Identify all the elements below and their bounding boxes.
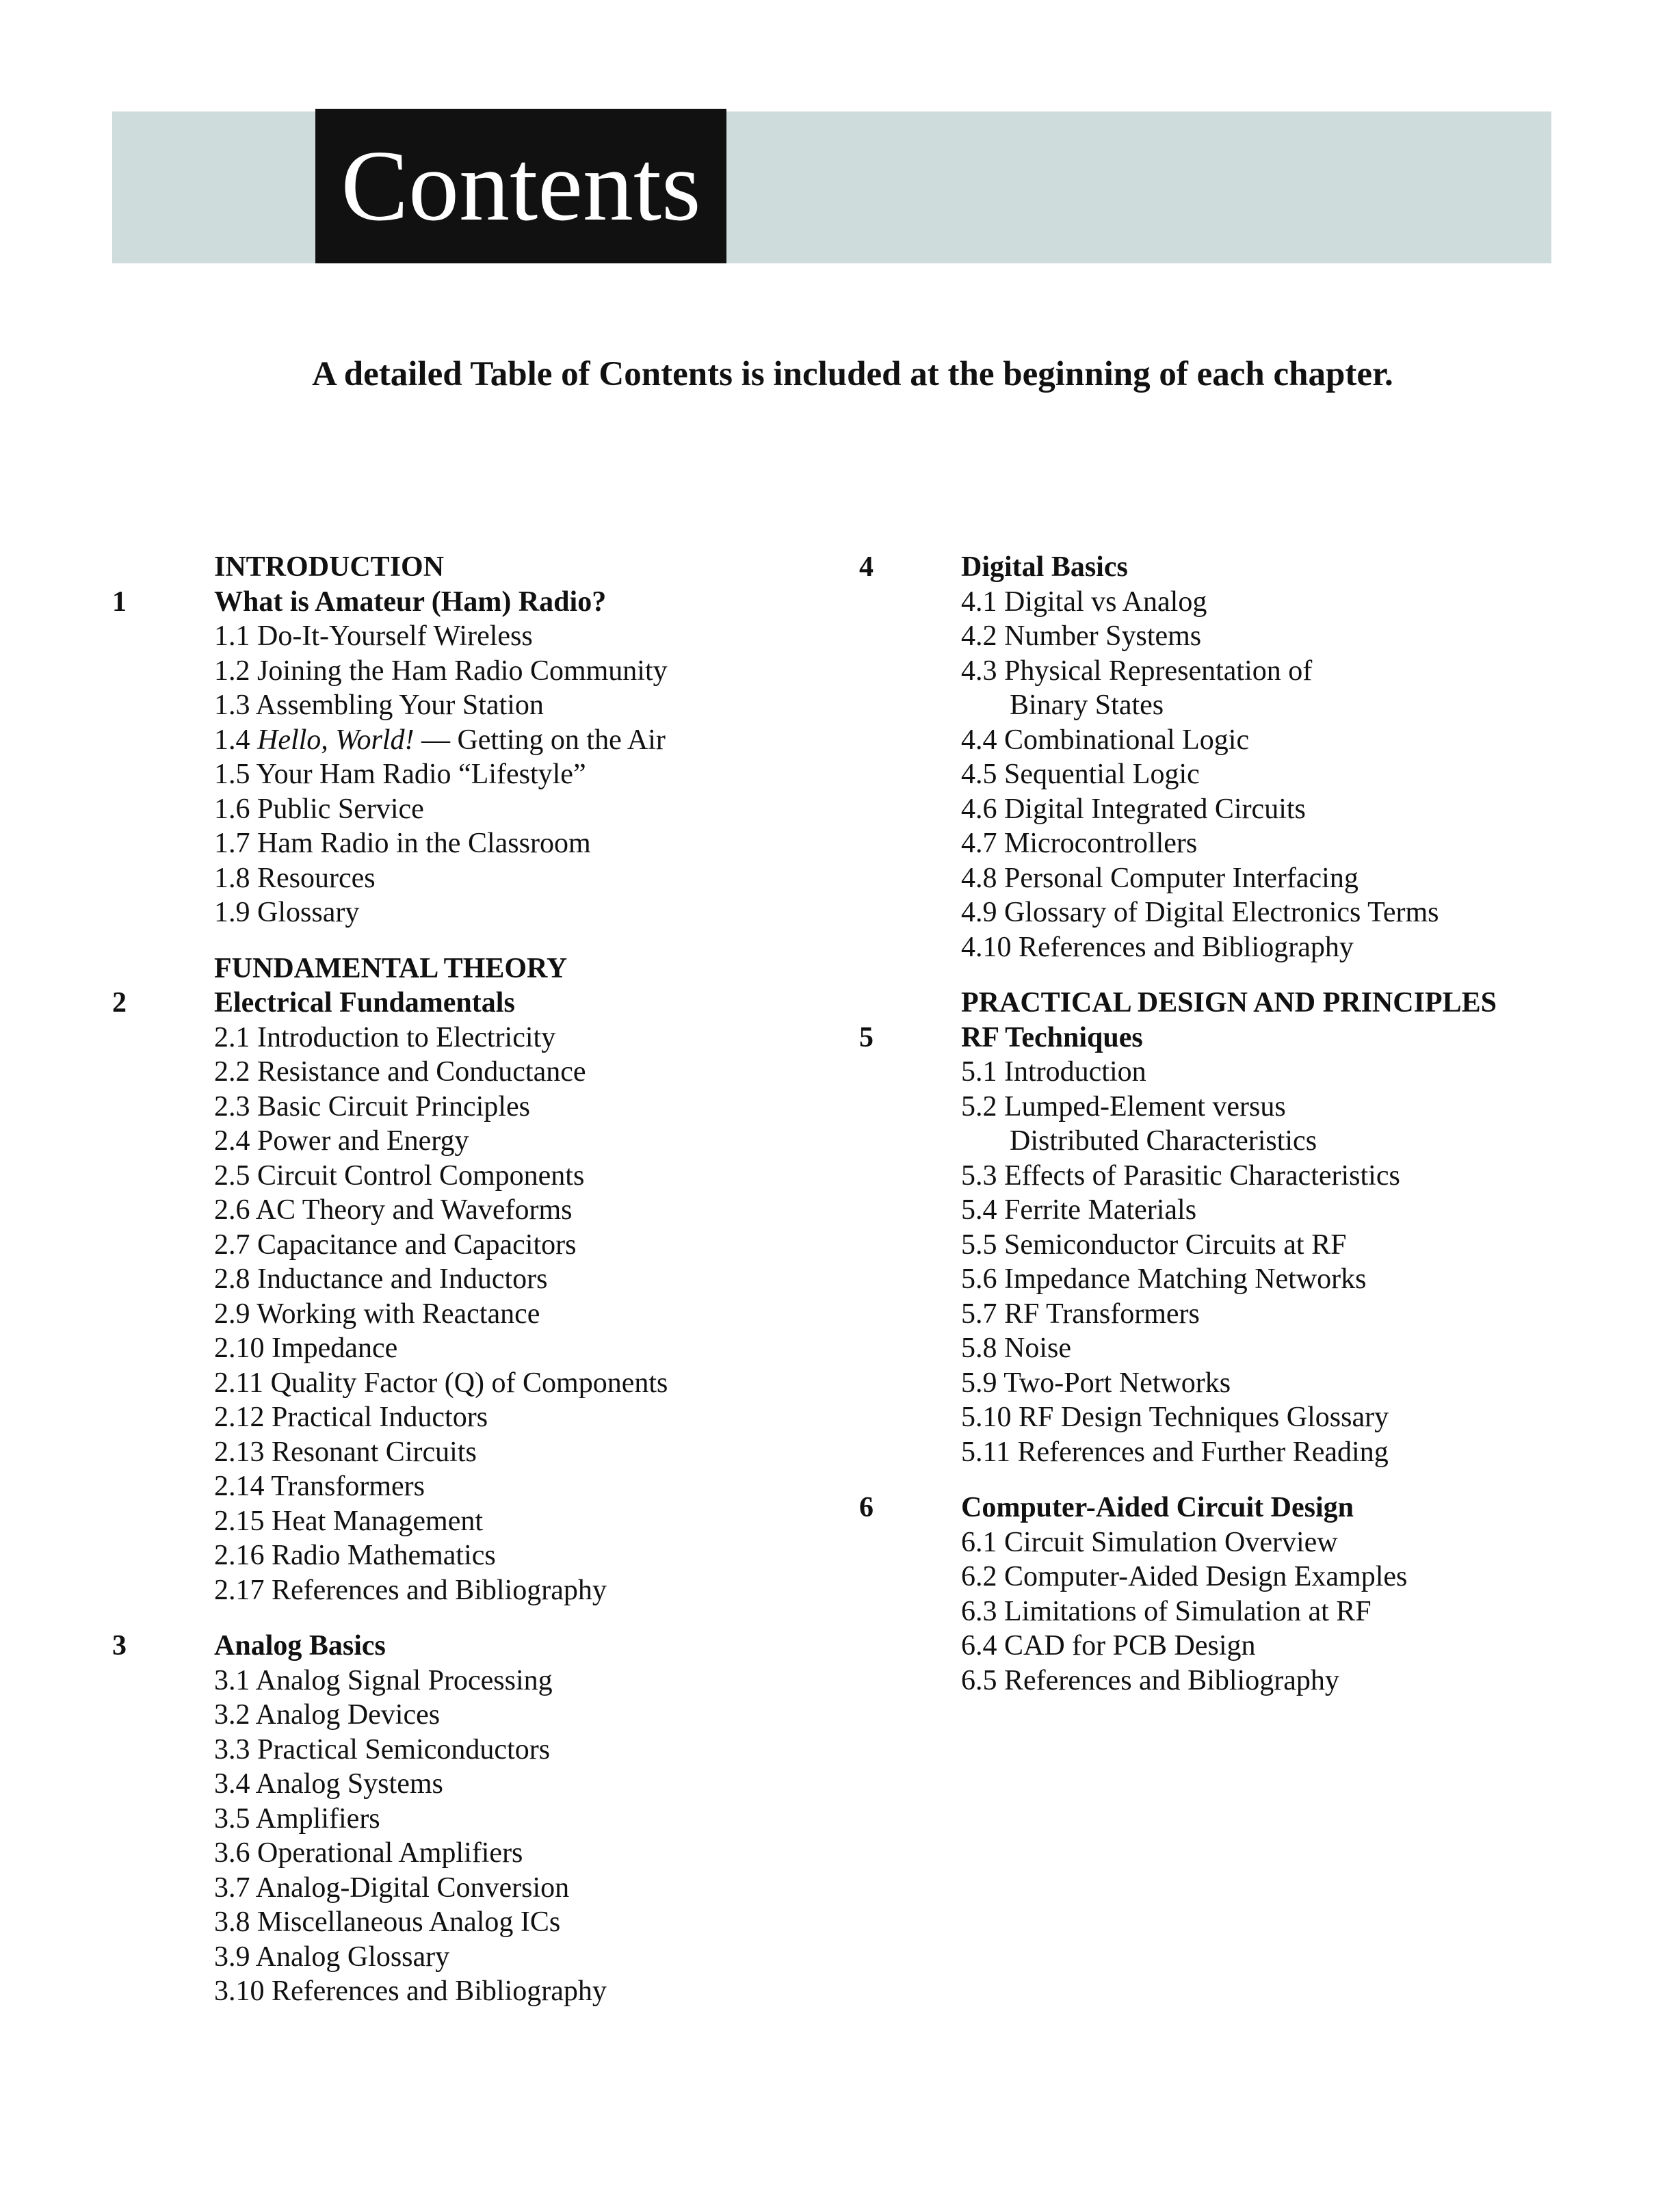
toc-item-text: 1.7 Ham Radio in the Classroom: [214, 828, 591, 859]
chapter-number: 5: [859, 1021, 874, 1053]
chapter-number: 2: [112, 987, 127, 1019]
chapter-title: RF Techniques: [961, 1021, 1143, 1053]
chapter-number: 6: [859, 1492, 874, 1523]
toc-item-text: 2.17 References and Bibliography: [214, 1574, 607, 1606]
toc-item-text: 6.4 CAD for PCB Design: [961, 1630, 1256, 1662]
toc-item-text: 4.7 Microcontrollers: [961, 828, 1198, 859]
toc-item-text: 3.8 Miscellaneous Analog ICs: [214, 1906, 561, 1938]
toc-item-text: 5.5 Semiconductor Circuits at RF: [961, 1229, 1347, 1261]
toc-item-text: 6.1 Circuit Simulation Overview: [961, 1526, 1338, 1558]
toc-item-text: 4.1 Digital vs Analog: [961, 586, 1207, 618]
toc-item-text: 1.1 Do-It-Yourself Wireless: [214, 620, 533, 652]
section-heading-text: PRACTICAL DESIGN AND PRINCIPLES: [961, 987, 1497, 1019]
toc-item-text: 3.2 Analog Devices: [214, 1699, 441, 1731]
toc-item-text: 4.8 Personal Computer Interfacing: [961, 862, 1359, 894]
toc-item-text: 3.3 Practical Semiconductors: [214, 1733, 551, 1765]
toc-item-text: 5.6 Impedance Matching Networks: [961, 1263, 1367, 1295]
section-heading-text: FUNDAMENTAL THEORY: [214, 952, 568, 984]
toc-item-text: 2.15 Heat Management: [214, 1505, 484, 1537]
toc-item-text: 6.5 References and Bibliography: [961, 1664, 1339, 1696]
toc-item-text: 2.8 Inductance and Inductors: [214, 1263, 548, 1295]
toc-item-text: 5.2 Lumped-Element versus: [961, 1090, 1286, 1122]
toc-item-text: 1.9 Glossary: [214, 897, 360, 928]
toc-item-text: 1.2 Joining the Ham Radio Community: [214, 655, 668, 687]
chapter-title: Analog Basics: [214, 1630, 386, 1662]
chapter-number: 4: [859, 551, 874, 583]
page-title: Contents: [315, 109, 726, 263]
toc-item-text: 2.14 Transformers: [214, 1471, 425, 1502]
chapter-number: 3: [112, 1630, 127, 1662]
toc-item-text: 2.11 Quality Factor (Q) of Components: [214, 1367, 668, 1399]
toc-item-text: 4.4 Combinational Logic: [961, 724, 1250, 756]
page-subtitle: A detailed Table of Contents is included at the beginning of each chapter.: [312, 355, 1393, 393]
toc-item-text: 4.10 References and Bibliography: [961, 931, 1354, 963]
toc-item-text: Binary States: [1010, 690, 1164, 721]
toc-item-em: Hello, World!: [257, 724, 415, 756]
chapter-title: What is Amateur (Ham) Radio?: [214, 586, 607, 618]
section-heading-text: INTRODUCTION: [214, 551, 445, 583]
chapter-title: Electrical Fundamentals: [214, 987, 515, 1019]
chapter-title: Digital Basics: [961, 551, 1128, 583]
toc-item-text: 2.3 Basic Circuit Principles: [214, 1090, 530, 1122]
toc-item-text: 6.2 Computer-Aided Design Examples: [961, 1561, 1408, 1592]
toc-item-text: 2.16 Radio Mathematics: [214, 1540, 496, 1571]
toc-item-text: 2.1 Introduction to Electricity: [214, 1021, 556, 1053]
toc-item-text: 6.3 Limitations of Simulation at RF: [961, 1595, 1371, 1627]
toc-item-text: 2.10 Impedance: [214, 1332, 398, 1364]
toc-item-text: 5.4 Ferrite Materials: [961, 1194, 1197, 1226]
toc-item-text: 1.3 Assembling Your Station: [214, 690, 544, 721]
toc-item-pre: 1.4: [214, 724, 257, 756]
toc-item-text: 2.5 Circuit Control Components: [214, 1159, 585, 1192]
toc-item-text: 5.3 Effects of Parasitic Characteristics: [961, 1159, 1400, 1192]
chapter-number: 1: [112, 586, 127, 618]
toc-item-text: 3.10 References and Bibliography: [214, 1975, 607, 2007]
toc-item-text: Distributed Characteristics: [1010, 1125, 1317, 1157]
toc-item-text: 2.9 Working with Reactance: [214, 1298, 540, 1330]
toc-item-text: 3.9 Analog Glossary: [214, 1941, 450, 1973]
toc-item-text: 5.1 Introduction: [961, 1056, 1146, 1088]
toc-item-text: 2.6 AC Theory and Waveforms: [214, 1194, 573, 1226]
toc-item-text: 3.6 Operational Amplifiers: [214, 1837, 523, 1869]
toc-item-post: — Getting on the Air: [414, 724, 666, 756]
toc-item-text: 2.12 Practical Inductors: [214, 1402, 488, 1433]
toc-item-text: 1.8 Resources: [214, 862, 376, 894]
toc-item-text: 4.6 Digital Integrated Circuits: [961, 793, 1306, 825]
toc-item-text: 2.4 Power and Energy: [214, 1125, 469, 1157]
toc-item-text: 2.13 Resonant Circuits: [214, 1436, 477, 1468]
toc-item-text: 2.7 Capacitance and Capacitors: [214, 1229, 577, 1261]
toc-item-text: 3.5 Amplifiers: [214, 1802, 380, 1835]
toc-item-text: 5.8 Noise: [961, 1332, 1071, 1364]
toc-item-text: 4.3 Physical Representation of: [961, 655, 1313, 687]
toc-item-text: 3.4 Analog Systems: [214, 1768, 443, 1800]
toc-item-text: 5.9 Two-Port Networks: [961, 1367, 1231, 1399]
toc-item-text: 5.11 References and Further Reading: [961, 1436, 1389, 1468]
toc-item-text: 4.5 Sequential Logic: [961, 759, 1200, 790]
toc-item-text: 4.9 Glossary of Digital Electronics Terms: [961, 897, 1439, 928]
toc-item-text: [214, 723, 666, 758]
chapter-title: Computer-Aided Circuit Design: [961, 1492, 1354, 1523]
toc-item-text: 2.2 Resistance and Conductance: [214, 1056, 586, 1088]
toc-item-text: 3.7 Analog-Digital Conversion: [214, 1872, 570, 1904]
toc-item-text: 1.5 Your Ham Radio “Lifestyle”: [214, 759, 586, 790]
toc-item-text: 4.2 Number Systems: [961, 620, 1202, 652]
toc-item-text: 5.10 RF Design Techniques Glossary: [961, 1402, 1389, 1433]
toc-item-text: 5.7 RF Transformers: [961, 1298, 1200, 1330]
toc-item-text: 3.1 Analog Signal Processing: [214, 1664, 553, 1696]
toc-item-text: 1.6 Public Service: [214, 793, 424, 825]
